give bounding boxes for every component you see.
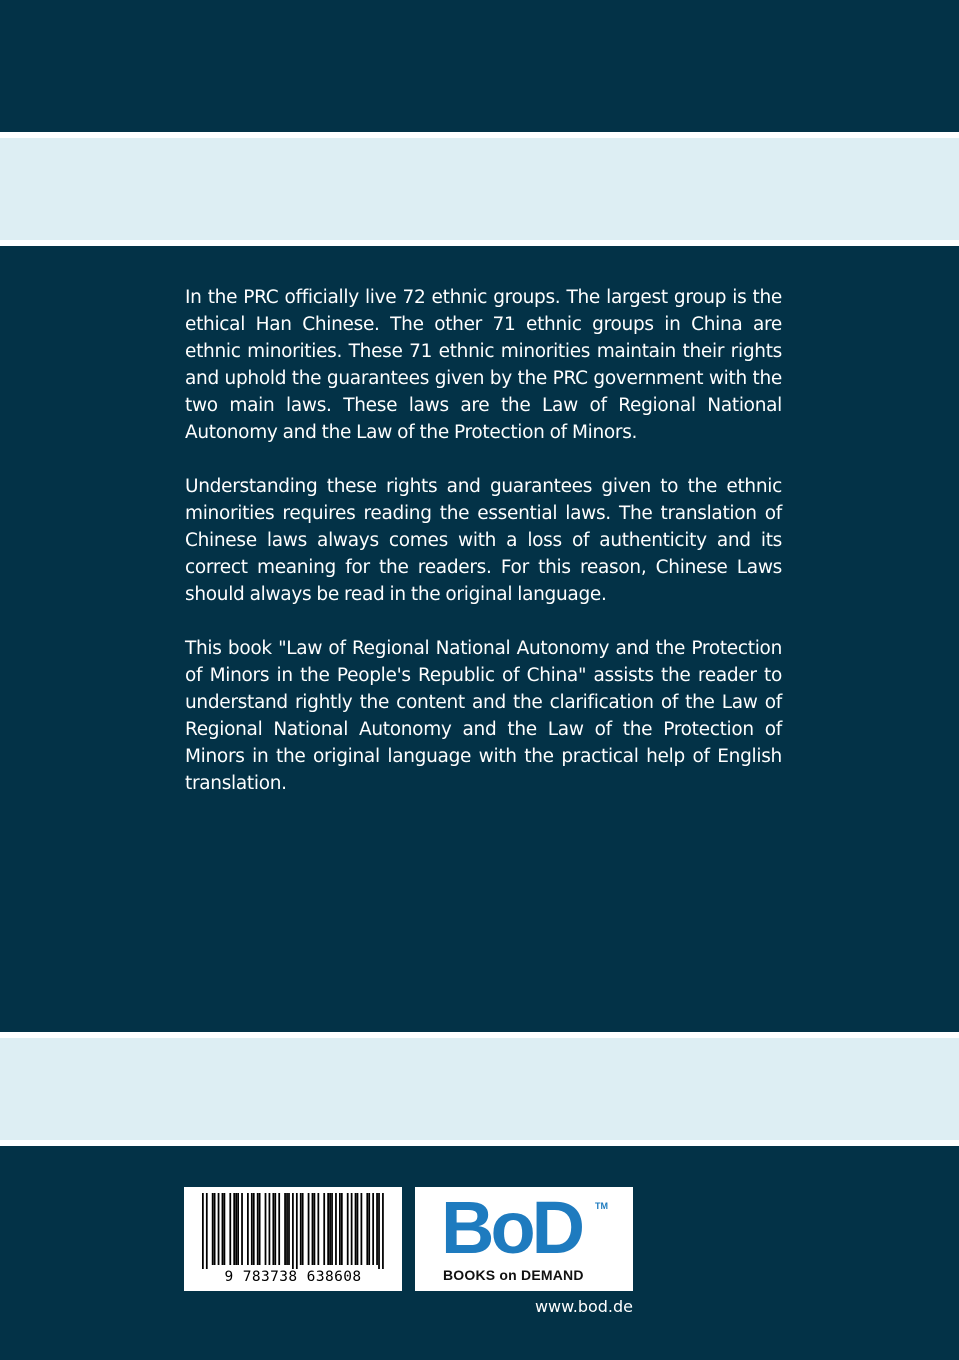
- isbn-digits: 9 783738 638608: [224, 1269, 362, 1285]
- blurb-paragraph-2: Understanding these rights and guarantees given to the ethnic minorities requires reading the essential laws. The translation of Chinese laws always comes with a loss of authenticity and its correct meaning for the readers. For this reason, Chinese Laws should always be read in the original language.: [185, 476, 782, 605]
- publisher-logo-box: [415, 1187, 633, 1291]
- publisher-tagline: BOOKS on DEMAND: [443, 1267, 584, 1283]
- isbn-barcode: [184, 1187, 402, 1291]
- back-cover-blurb: [185, 284, 782, 797]
- blurb-paragraph-3: This book "Law of Regional National Autonomy and the Protection of Minors in the People's Republic of China" assists the reader to understand rightly the content and the clarification of the Law of Regional National Autonomy and the Law of the Protection of Minors in the original language with the practical help of English translation.: [185, 638, 782, 794]
- publisher-website: www.bod.de: [534, 1297, 633, 1316]
- barcode-icon: [202, 1193, 384, 1269]
- blurb-paragraph-1: In the PRC officially live 72 ethnic groups. The largest group is the ethical Han Chinese. The other 71 ethnic groups in China are ethnic minorities. These 71 ethnic minorities maintain their rights and uphold the guarantees given by the PRC government with the two main laws. These laws are the Law of Regional National Autonomy and the Law of the Protection of Minors.: [185, 287, 782, 443]
- trademark-mark: TM: [595, 1201, 608, 1211]
- top-decorative-band: [0, 132, 959, 246]
- bottom-decorative-band: [0, 1032, 959, 1146]
- bod-logo: BoD: [441, 1186, 582, 1269]
